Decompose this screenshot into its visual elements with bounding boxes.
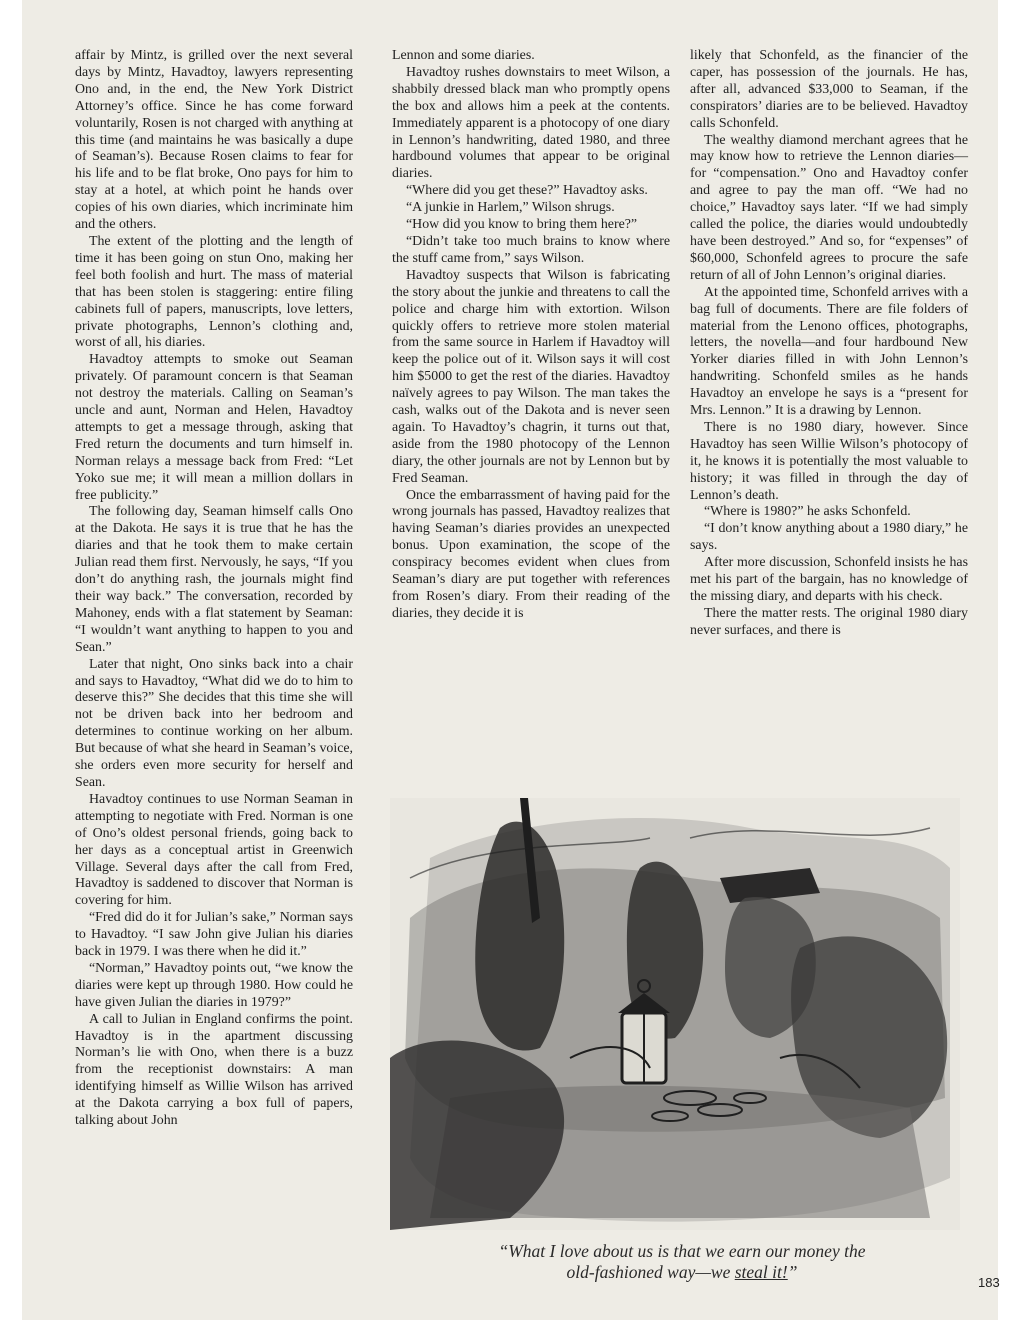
paragraph: Once the embarrassment of having paid for the wrong journals has passed, Havadtoy realizes that having Seaman’s diaries provides an unexpected bonus. Upon examination, the scope of the conspiracy becomes evident when clues from Seaman’s diary are put together with references from Rosen’s diary. From their reading of the diaries, they decide it is	[392, 487, 670, 621]
caption-close-quote: ”	[787, 1262, 798, 1282]
paragraph: Later that night, Ono sinks back into a chair and says to Havadtoy, “What did we do to him to deserve this?” She decides that this time she will not be driven back into her bedroom and determines to continue working on her album. But because of what she heard in Seaman’s voice, she orders even more security for herself and Sean.	[75, 656, 353, 790]
paragraph: “Where is 1980?” he asks Schonfeld.	[704, 504, 911, 520]
paragraph: There the matter rests. The original 1980 diary never surfaces, and there is	[690, 605, 968, 638]
paragraph: Havadtoy suspects that Wilson is fabricating the story about the junkie and threatens to call the police and charge him with extortion. Wilson quickly offers to retrieve more stolen material from the same source in Harlem if Havadtoy will keep the police out of it. Wilson says it will cost him $5000 to get the rest of the diaries. Havadtoy naïvely agrees to pay Wilson. The man takes the cash, walks out of the Dakota and is never seen again. To Havadtoy’s chagrin, it turns out that, aside from the 1980 photocopy of the Lennon diary, the other journals are not by Lennon but by Fred Seaman.	[392, 267, 670, 486]
paragraph: Havadtoy attempts to smoke out Seaman privately. Of paramount concern is that Seaman not destroy the materials. Calling on Seaman’s uncle and aunt, Norman and Helen, Havadtoy attempts to get a message through, asking that Fred return the documents and turn himself in. Norman relays a message back from Fred: “Let Yoko sue me; it will mean a million dollars in free publicity.”	[75, 352, 353, 503]
paragraph: “Didn’t take too much brains to know where the stuff came from,” says Wilson.	[392, 233, 670, 266]
paragraph: Lennon and some diaries.	[392, 48, 535, 63]
paragraph: The following day, Seaman himself calls Ono at the Dakota. He says it is true that he has the diaries and that he took them to make certain Julian read them first. Nervously, he says, “If you don’t do anything rash, the journals might find their way back.” The conversation, recorded by Mahoney, ends with a flat statement by Seaman: “I wouldn’t want anything to happen to you and Sean.”	[75, 504, 353, 655]
text-column-2	[392, 48, 670, 623]
cartoon-caption	[422, 1241, 942, 1283]
caption-underlined: steal it!	[734, 1262, 788, 1282]
paragraph: Havadtoy continues to use Norman Seaman in attempting to negotiate with Fred. Norman is one of Ono’s oldest personal friends, going back to her days as a conceptual artist in Greenwich Village. Several days after the call from Fred, Havadtoy is saddened to discover that Norman is covering for him.	[75, 791, 353, 909]
paragraph: A call to Julian in England confirms the point. Havadtoy is in the apartment discussing Norman’s lie with Ono, when there is a buzz from the receptionist downstairs: A man identifying himself as Willie Wilson has arrived at the Dakota carrying a box full of papers, talking about John	[75, 1011, 353, 1129]
paragraph: affair by Mintz, is grilled over the next several days by Mintz, Havadtoy, lawyers representing Ono and, in the end, the New York District Attorney’s office. Since he has come forward voluntarily, Rosen is not charged with anything at this time (and maintains he was basically a dupe of Seaman’s). Because Rosen claims to fear for his life and to be flat broke, Ono pays for him to stay at a hotel, at which point he hands over copies of his own diaries, which incriminate him and the others.	[75, 48, 353, 233]
paragraph: At the appointed time, Schonfeld arrives with a bag full of documents. There are file folders of material from the Lenono offices, photographs, letters, the novella—and four hardbound New Yorker diaries filled in with John Lennon’s handwriting. Schonfeld smiles as he hands Havadtoy an envelope he says is a “present for Mrs. Lennon.” It is a drawing by Lennon.	[690, 284, 968, 419]
paragraph: The extent of the plotting and the length of time it has been going on stun Ono, making her feel both foolish and hurt. The mass of material that has been stolen is staggering: entire filing cabinets full of papers, manuscripts, love letters, private photographs, Lennon’s clothing and, worst of all, his diaries.	[75, 233, 353, 351]
paragraph: Havadtoy rushes downstairs to meet Wilson, a shabbily dressed black man who promptly opens the box and allows him a peek at the contents. Immediately apparent is a photocopy of one diary in Lennon’s handwriting, dated 1980, and three hardbound volumes that appear to be original diaries.	[392, 64, 670, 182]
magazine-page	[22, 0, 998, 1320]
paragraph: “How did you know to bring them here?”	[406, 217, 638, 233]
cartoon-drawing	[390, 798, 960, 1230]
paragraph: “A junkie in Harlem,” Wilson shrugs.	[406, 200, 615, 216]
paragraph: “I don’t know anything about a 1980 diary,” he says.	[690, 521, 968, 554]
paragraph: After more discussion, Schonfeld insists he has met his part of the bargain, has no knowledge of the missing diary, and departs with his check.	[690, 555, 968, 604]
paragraph: There is no 1980 diary, however. Since Havadtoy has seen Willie Wilson’s photocopy of it, he knows it is potentially the most valuable to history; it was filled in through the day of Lennon’s death.	[690, 419, 968, 503]
cartoon-illustration	[390, 798, 960, 1230]
paragraph: The wealthy diamond merchant agrees that he may know how to retrieve the Lennon diaries—for “compensation.” Ono and Havadtoy confer and agree to pay the man off. “We had no choice,” Havadtoy says later. “If we had simply called the police, the diaries would undoubtedly have been destroyed.” And so, for “expenses” of $60,000, Schonfeld agrees to procure the safe return of all of John Lennon’s original diaries.	[690, 132, 968, 283]
caption-text: old-fashioned way—we	[566, 1262, 735, 1282]
paragraph: “Norman,” Havadtoy points out, “we know the diaries were kept up through 1980. How could he have given Julian the diaries in 1979?”	[75, 960, 353, 1010]
paragraph: “Where did you get these?” Havadtoy asks.	[406, 183, 648, 199]
paragraph: likely that Schonfeld, as the financier of the caper, has possession of the journals. He has, after all, advanced $33,000 to Seaman, if the conspirators’ diaries are to be believed. Havadtoy calls Schonfeld.	[690, 48, 968, 131]
text-column-1	[75, 48, 353, 1130]
text-column-3	[690, 48, 968, 640]
caption-line-2	[422, 1262, 942, 1283]
paragraph: “Fred did do it for Julian’s sake,” Norman says to Havadtoy. “I saw John give Julian his diaries back in 1979. I was there when he did it.”	[75, 910, 353, 960]
page-number: 183	[978, 1275, 1000, 1290]
caption-line-1: “What I love about us is that we earn our money the	[498, 1241, 866, 1261]
